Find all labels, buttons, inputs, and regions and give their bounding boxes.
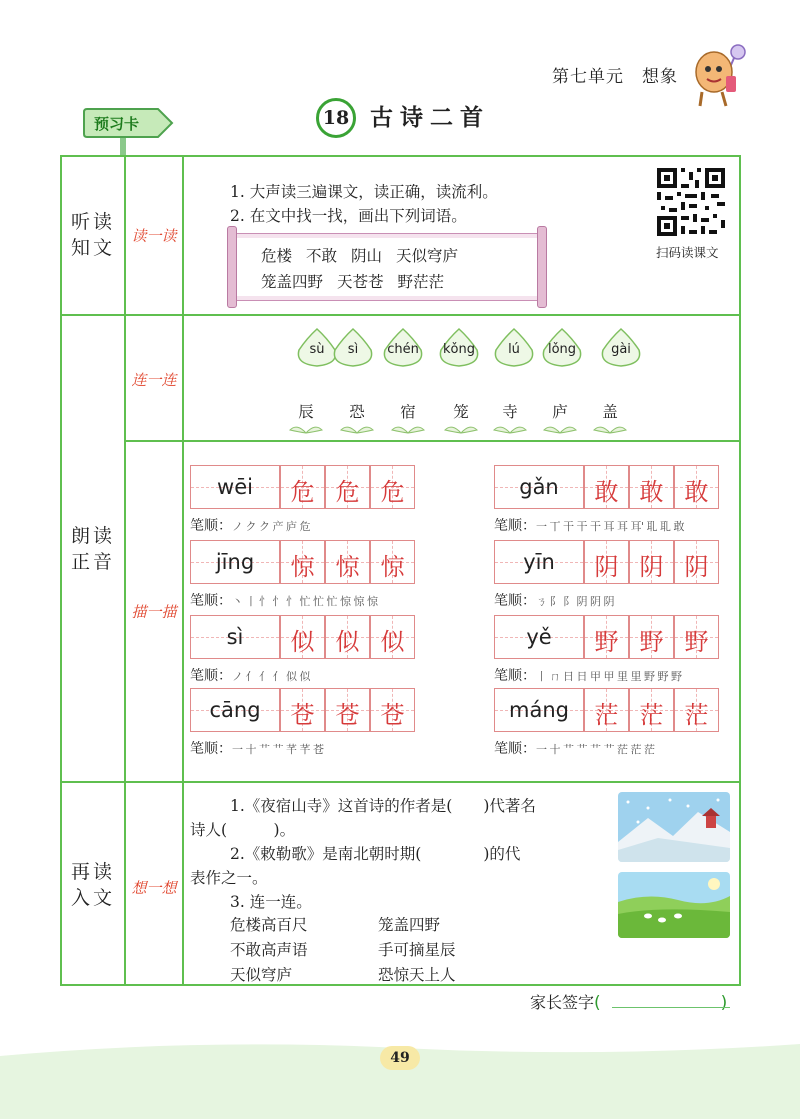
match-left-2: 不敢高声语: [230, 941, 308, 959]
lesson-title: 古诗二首: [370, 104, 490, 131]
stroke-order: [190, 590, 377, 610]
match-character[interactable]: [286, 400, 326, 434]
activity-match: 连一连: [131, 371, 177, 389]
divider: [62, 781, 739, 783]
pinyin-leaf[interactable]: [538, 328, 586, 368]
question-1-line-1: 1.《夜宿山寺》这首诗的作者是( )代著名: [230, 797, 536, 815]
tracing-box[interactable]: [280, 615, 325, 659]
pinyin-text: jīng: [215, 550, 255, 574]
word: 不敢: [306, 247, 338, 265]
pinyin-box: [190, 688, 280, 732]
trace-character: 茫: [594, 701, 619, 729]
match-character[interactable]: [441, 400, 481, 434]
trace-character: 似: [335, 628, 360, 656]
tracing-box[interactable]: [674, 540, 719, 584]
sprout-icon: [289, 424, 323, 434]
stroke-order: [494, 590, 614, 610]
pinyin-text: wēi: [217, 475, 253, 499]
sprout-icon: [340, 424, 374, 434]
tracing-box[interactable]: [325, 688, 370, 732]
question-3: 3. 连一连。: [230, 893, 312, 911]
tag-pole: [120, 138, 126, 156]
page-number: 49: [380, 1046, 420, 1070]
stroke-sequence: 一 十 艹 艹 芊 芊 苍: [232, 743, 324, 756]
pinyin-text: sì: [347, 342, 359, 357]
unit-header: [552, 62, 696, 87]
signature-field[interactable]: [612, 1007, 730, 1008]
activity-think: 想一想: [131, 879, 177, 897]
stroke-sequence: 丨 ㄇ 日 日 甲 甲 里 里 野 野 野: [536, 670, 682, 683]
stroke-label: 笔顺：: [190, 593, 232, 609]
stroke-label: 笔顺：: [190, 518, 232, 534]
paren-close: ): [720, 993, 728, 1013]
sprout-icon: [444, 424, 478, 434]
tracing-box[interactable]: [629, 540, 674, 584]
pinyin-leaf[interactable]: [597, 328, 645, 368]
pinyin-text: gǎn: [519, 475, 559, 499]
trace-character: 茫: [684, 701, 709, 729]
tracing-box[interactable]: [629, 615, 674, 659]
unit-theme: 想象: [642, 67, 678, 87]
scroll-rod-left: [227, 226, 237, 308]
trace-character: 苍: [380, 701, 405, 729]
divider: [182, 157, 184, 984]
pinyin-text: sù: [309, 342, 325, 357]
trace-character: 敢: [594, 478, 619, 506]
pinyin-leaf[interactable]: [379, 328, 427, 368]
instruction-line-1: 1. 大声读三遍课文，读正确，读流利。: [230, 183, 498, 201]
tracing-box[interactable]: [370, 688, 415, 732]
pinyin-text: chén: [387, 342, 419, 357]
stroke-label: 笔顺：: [494, 668, 536, 684]
match-character[interactable]: [590, 400, 630, 434]
signature-label: 家长签字: [530, 993, 595, 1012]
qr-caption: 扫码读课文: [656, 245, 719, 260]
trace-character: 茫: [639, 701, 664, 729]
preview-card-label: 预习卡: [94, 115, 140, 133]
match-left-3: 天似穹庐: [230, 966, 293, 984]
stroke-label: 笔顺：: [190, 741, 232, 757]
trace-character: 惊: [290, 553, 315, 581]
stroke-order: [494, 515, 684, 535]
section-label-reread: 再读 入文: [70, 861, 115, 909]
question-2-line-2: 表作之一。: [190, 869, 268, 887]
trace-character: 苍: [335, 701, 360, 729]
pinyin-box: [494, 540, 584, 584]
character-text: 宿: [400, 403, 416, 421]
trace-character: 阴: [639, 553, 664, 581]
match-character[interactable]: [337, 400, 377, 434]
tracing-box[interactable]: [280, 465, 325, 509]
parent-signature: [530, 990, 727, 1013]
question-1-line-2: 诗人( )。: [190, 821, 296, 839]
activity-trace: 描一描: [131, 603, 177, 621]
word: 危楼: [261, 247, 293, 265]
stroke-order: [190, 738, 323, 758]
tracing-box[interactable]: [280, 540, 325, 584]
sprout-icon: [593, 424, 627, 434]
stroke-label: 笔顺：: [190, 668, 232, 684]
word: 天苍苍: [337, 273, 384, 291]
question-2-line-1: 2.《敕勒歌》是南北朝时期( )的代: [230, 845, 521, 863]
lesson-number: 18: [316, 98, 356, 138]
trace-character: 惊: [380, 553, 405, 581]
grassland-image: [618, 872, 730, 938]
word: 天似穹庐: [396, 247, 459, 265]
word: 阴山: [351, 247, 383, 265]
character-text: 寺: [502, 403, 518, 421]
trace-character: 似: [290, 628, 315, 656]
pinyin-text: lú: [508, 342, 520, 357]
divider: [124, 440, 739, 442]
stroke-order: [494, 665, 681, 685]
trace-character: 敢: [639, 478, 664, 506]
trace-character: 惊: [335, 553, 360, 581]
character-text: 庐: [552, 403, 568, 421]
stroke-order: [190, 665, 310, 685]
pinyin-leaf[interactable]: [490, 328, 538, 368]
trace-character: 苍: [290, 701, 315, 729]
stroke-sequence: 丶 丨 忄 忄 忄 忙 忙 忙 惊 惊 惊: [232, 595, 378, 608]
trace-character: 危: [290, 478, 315, 506]
sprout-icon: [493, 424, 527, 434]
tracing-box[interactable]: [370, 615, 415, 659]
pinyin-text: gài: [611, 342, 631, 357]
unit-number: 第七单元: [552, 67, 624, 87]
tracing-box[interactable]: [629, 465, 674, 509]
character-text: 恐: [349, 403, 365, 421]
word-scroll: [232, 233, 542, 301]
character-text: 笼: [453, 403, 469, 421]
tracing-box[interactable]: [584, 540, 629, 584]
tracing-box[interactable]: [674, 615, 719, 659]
pinyin-text: lǒng: [547, 342, 577, 357]
paren-open: (: [594, 993, 601, 1013]
match-character[interactable]: [540, 400, 580, 434]
tracing-box[interactable]: [370, 465, 415, 509]
section-label-listen: 听读 知文: [70, 211, 115, 259]
instruction-line-2: 2. 在文中找一找，画出下列词语。: [230, 207, 467, 225]
tracing-box[interactable]: [584, 465, 629, 509]
scroll-rod-right: [537, 226, 547, 308]
tracing-box[interactable]: [584, 688, 629, 732]
match-right-3: 恐惊天上人: [378, 966, 456, 984]
pinyin-box: [190, 615, 280, 659]
stroke-sequence: ノ 亻 亻 亻 似 似: [232, 670, 310, 683]
trace-character: 野: [639, 628, 664, 656]
qr-code-icon[interactable]: [655, 166, 727, 238]
stroke-sequence: 一 丅 干 干 干 耳 耳 耳' 耴 耴 敢: [536, 520, 684, 533]
match-character[interactable]: [388, 400, 428, 434]
trace-character: 阴: [684, 553, 709, 581]
mascot-icon: [688, 42, 748, 108]
sprout-icon: [391, 424, 425, 434]
pinyin-box: [190, 465, 280, 509]
trace-character: 敢: [684, 478, 709, 506]
pinyin-text: yě: [526, 625, 552, 649]
stroke-sequence: 一 十 艹 艹 艹 艹 茫 茫 茫: [536, 743, 655, 756]
tracing-box[interactable]: [674, 688, 719, 732]
tracing-box[interactable]: [629, 688, 674, 732]
character-text: 盖: [602, 403, 618, 421]
snowy-mountain-temple-image: [618, 792, 730, 862]
tracing-box[interactable]: [674, 465, 719, 509]
stroke-order: [190, 515, 310, 535]
pinyin-box: [494, 615, 584, 659]
stroke-sequence: ㄋ 阝 阝 阴 阴 阴: [536, 595, 614, 608]
tracing-box[interactable]: [584, 615, 629, 659]
tracing-box[interactable]: [325, 540, 370, 584]
activity-read: 读一读: [131, 227, 177, 245]
sprout-icon: [543, 424, 577, 434]
stroke-label: 笔顺：: [494, 741, 536, 757]
section-label-read-aloud: 朗读 正音: [70, 525, 115, 573]
pinyin-text: yīn: [523, 550, 555, 574]
stroke-order: [494, 738, 654, 758]
trace-character: 野: [594, 628, 619, 656]
trace-character: 阴: [594, 553, 619, 581]
tracing-box[interactable]: [370, 540, 415, 584]
stroke-sequence: ノ ク ク 产 庐 危: [232, 520, 310, 533]
match-left-1: 危楼高百尺: [230, 916, 308, 934]
pinyin-text: sì: [226, 625, 244, 649]
pinyin-leaf[interactable]: [435, 328, 483, 368]
word: 野茫茫: [397, 273, 445, 291]
tracing-box[interactable]: [280, 688, 325, 732]
pinyin-text: kǒng: [443, 342, 475, 357]
pinyin-text: máng: [509, 698, 569, 722]
match-character[interactable]: [490, 400, 530, 434]
trace-character: 危: [380, 478, 405, 506]
match-right-2: 手可摘星辰: [378, 941, 456, 959]
tracing-box[interactable]: [325, 465, 370, 509]
word-row-2: [261, 270, 458, 292]
stroke-label: 笔顺：: [494, 593, 536, 609]
stroke-label: 笔顺：: [494, 518, 536, 534]
match-right-1: 笼盖四野: [378, 916, 441, 934]
pinyin-box: [494, 688, 584, 732]
character-text: 辰: [298, 403, 314, 421]
word: 笼盖四野: [261, 273, 324, 291]
pinyin-box: [494, 465, 584, 509]
pinyin-box: [190, 540, 280, 584]
tracing-box[interactable]: [325, 615, 370, 659]
trace-character: 野: [684, 628, 709, 656]
word-row-1: [261, 244, 472, 266]
divider: [124, 157, 126, 984]
divider: [62, 314, 739, 316]
trace-character: 似: [380, 628, 405, 656]
pinyin-leaf[interactable]: [329, 328, 377, 368]
trace-character: 危: [335, 478, 360, 506]
pinyin-text: cāng: [209, 698, 261, 722]
